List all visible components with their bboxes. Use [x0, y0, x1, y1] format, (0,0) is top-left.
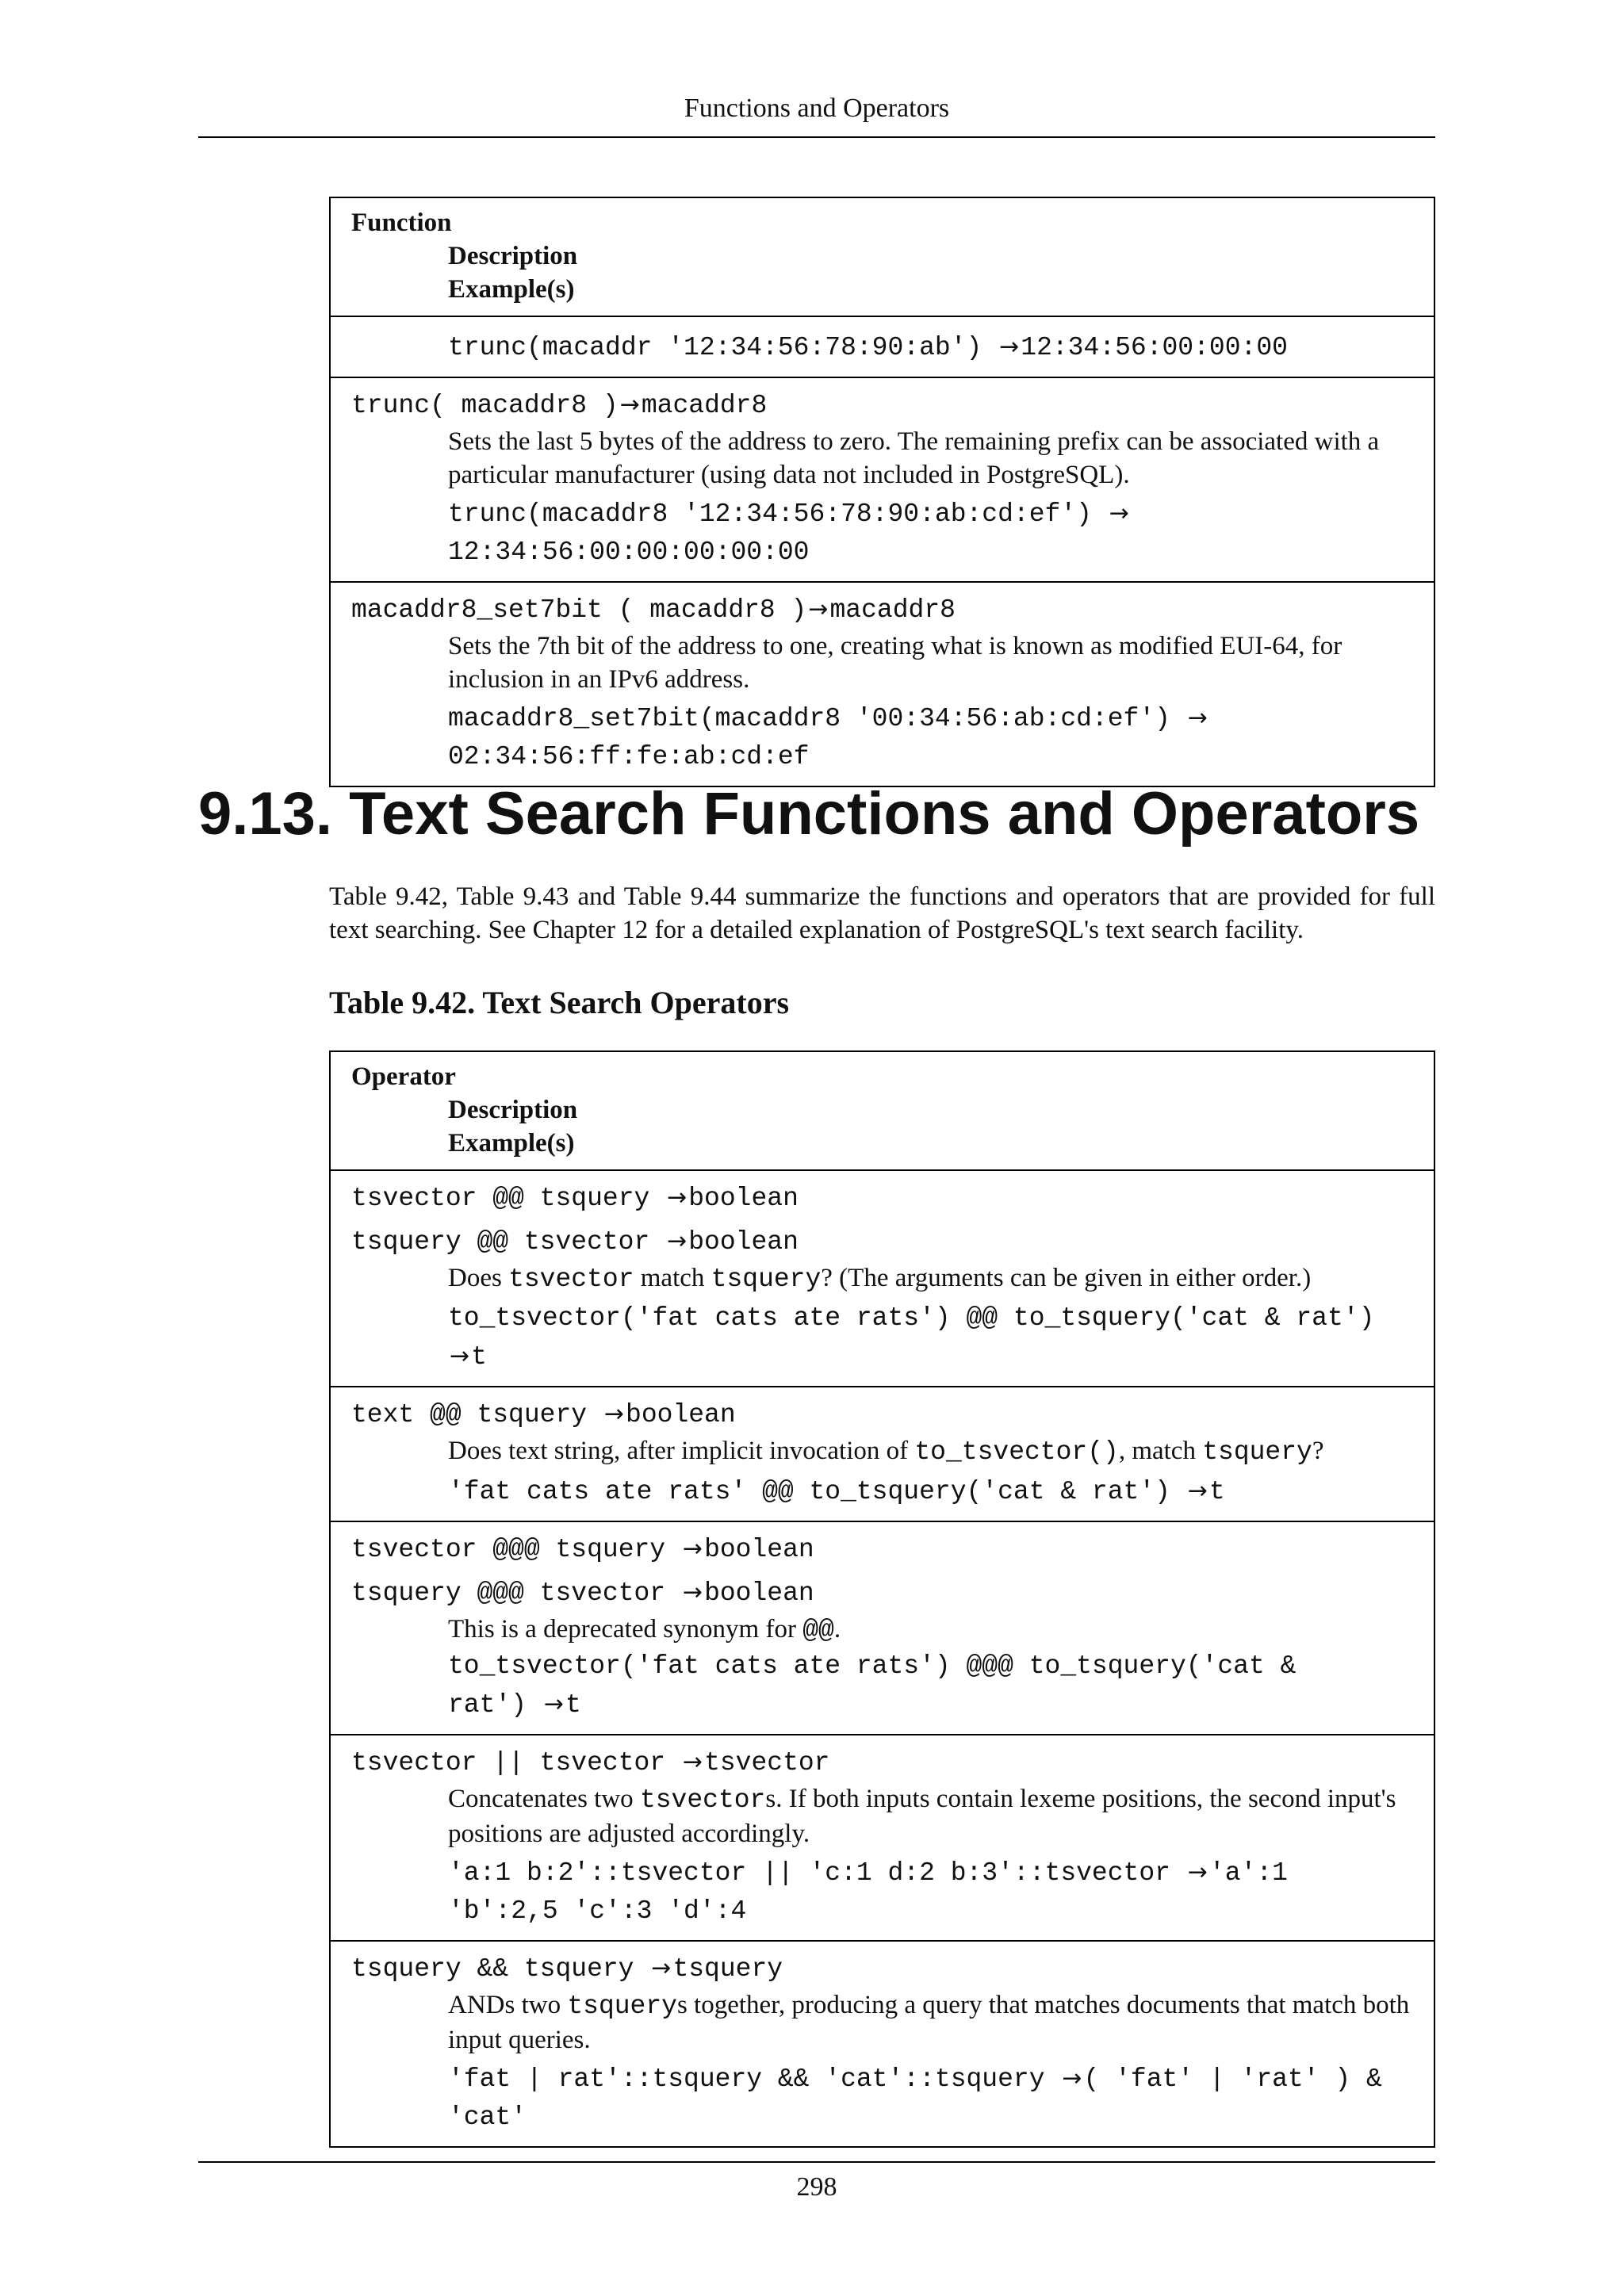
operator-description: This is a deprecated synonym for @@. [448, 1615, 841, 1645]
function-description: Sets the last 5 bytes of the address to zero. The remaining prefix can be associated with a particular manufacturer (using data not included in PostgreSQL). [448, 427, 1380, 489]
page-number: 298 [796, 2172, 837, 2202]
operator-signature: text @@ tsquery →boolean [351, 1400, 736, 1429]
operator-signature: tsvector @@ tsquery →boolean [351, 1184, 799, 1213]
col-header-operator: Operator [351, 1062, 456, 1091]
example-line: 'a:1 b:2'::tsvector || 'c:1 d:2 b:3'::tsvector →'a':1 'b':2,5 'c':3 'd':4 [448, 1858, 1288, 1926]
operator-signature: tsquery && tsquery →tsquery [351, 1954, 783, 1984]
operator-signature: tsquery @@@ tsvector →boolean [351, 1578, 814, 1608]
operator-signature: tsquery @@ tsvector →boolean [351, 1227, 799, 1257]
example-line: trunc(macaddr8 '12:34:56:78:90:ab:cd:ef') → 12:34:56:00:00:00:00:00 [448, 499, 1129, 567]
example-line: 'fat | rat'::tsquery && 'cat'::tsquery →( 'fat' | 'rat' ) & 'cat' [448, 2064, 1382, 2132]
section-title: 9.13. Text Search Functions and Operators [198, 780, 1420, 848]
table-row [330, 1735, 1434, 1941]
function-signature: macaddr8_set7bit ( macaddr8 )→macaddr8 [351, 595, 956, 625]
function-table-continued [329, 197, 1435, 787]
example-line: trunc(macaddr '12:34:56:78:90:ab') →12:34:56:00:00:00 [448, 333, 1288, 362]
table-row [330, 1941, 1434, 2147]
footer-rule [198, 2161, 1435, 2163]
table-row [330, 1170, 1434, 1387]
example-line: 'fat cats ate rats' @@ to_tsquery('cat & rat') →t [448, 1477, 1225, 1506]
table-row [330, 582, 1434, 786]
operator-signature: tsvector @@@ tsquery →boolean [351, 1535, 814, 1564]
table-row [330, 1521, 1434, 1735]
running-header: Functions and Operators [684, 94, 950, 123]
table-row [330, 1387, 1434, 1521]
operator-description: Does tsvector match tsquery? (The arguments can be given in either order.) [448, 1264, 1312, 1294]
function-description: Sets the 7th bit of the address to one, creating what is known as modified EUI-64, for inclusion in an IPv6 address. [448, 632, 1342, 694]
header-rule [198, 136, 1435, 138]
table-row [330, 377, 1434, 582]
section-intro: Table 9.42, Table 9.43 and Table 9.44 summarize the functions and operators that are provided for full text searching. See Chapter 12 for a detailed explanation of PostgreSQL's text search facility. [329, 882, 1435, 944]
operator-description: ANDs two tsquerys together, producing a query that matches documents that match both input queries. [448, 1991, 1410, 2054]
function-signature: trunc( macaddr8 )→macaddr8 [351, 391, 768, 420]
table-caption: Table 9.42. Text Search Operators [329, 985, 790, 1020]
col-header-examples: Example(s) [448, 275, 575, 304]
text-search-operators-table [329, 1050, 1435, 2148]
col-header-description: Description [448, 1096, 578, 1124]
example-line: macaddr8_set7bit(macaddr8 '00:34:56:ab:cd:ef') → 02:34:56:ff:fe:ab:cd:ef [448, 704, 1208, 771]
operator-signature: tsvector || tsvector →tsvector [351, 1748, 830, 1777]
table-header-row [330, 1051, 1434, 1170]
table-row [330, 316, 1434, 377]
example-line: to_tsvector('fat cats ate rats') @@@ to_tsquery('cat & rat') →t [448, 1651, 1297, 1720]
operator-description: Concatenates two tsvectors. If both inputs contain lexeme positions, the second input's positions are adjusted accordingly. [448, 1785, 1396, 1848]
example-line: to_tsvector('fat cats ate rats') @@ to_tsquery('cat & rat') →t [448, 1303, 1375, 1372]
col-header-description: Description [448, 242, 578, 270]
col-header-function: Function [351, 209, 452, 237]
operator-description: Does text string, after implicit invocation of to_tsvector(), match tsquery? [448, 1437, 1324, 1467]
table-header-row [330, 197, 1434, 316]
col-header-examples: Example(s) [448, 1129, 575, 1158]
